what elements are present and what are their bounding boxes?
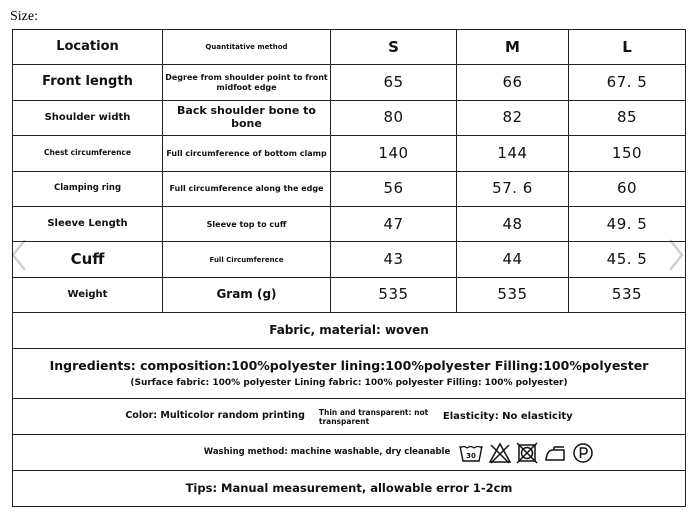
- row-location: Sleeve Length: [13, 206, 163, 241]
- row-location: Shoulder width: [13, 100, 163, 135]
- ingredients-cell: [13, 349, 686, 399]
- header-size-l: L: [569, 30, 686, 65]
- row-location: Front length: [13, 65, 163, 100]
- row-location: Weight: [13, 277, 163, 312]
- ingredients-line1: Ingredients: composition:100%polyester lining:100%polyester Filling:100%polyester: [49, 358, 649, 374]
- row-method: Full circumference of bottom clamp: [163, 136, 331, 171]
- fabric-row: [13, 313, 686, 349]
- header-size-s: S: [331, 30, 457, 65]
- row-value-m: 144: [457, 136, 569, 171]
- no-bleach-icon: [488, 442, 512, 464]
- color-text: Color: Multicolor random printing: [125, 410, 305, 422]
- row-location: Cuff: [13, 242, 163, 277]
- table-row: [13, 277, 686, 312]
- ingredients-line2: (Surface fabric: 100% polyester Lining fabric: 100% polyester Filling: 100% polyester): [130, 377, 568, 388]
- row-value-m: 82: [457, 100, 569, 135]
- table-row: [13, 65, 686, 100]
- row-location: Chest circumference: [13, 136, 163, 171]
- properties-cell: [13, 399, 686, 435]
- row-value-l: 150: [569, 136, 686, 171]
- thin-text: Thin and transparent: not transparent: [318, 407, 429, 426]
- tips-row: [13, 471, 686, 507]
- header-size-m: M: [457, 30, 569, 65]
- row-method: Gram (g): [163, 277, 331, 312]
- size-label: Size:: [10, 9, 38, 24]
- row-value-m: 48: [457, 206, 569, 241]
- row-method: Back shoulder bone to bone: [163, 100, 331, 135]
- row-method: Sleeve top to cuff: [163, 206, 331, 241]
- tips-text: Tips: Manual measurement, allowable error 1-2cm: [13, 471, 686, 507]
- properties-row: [13, 399, 686, 435]
- row-value-s: 140: [331, 136, 457, 171]
- ingredients-row: [13, 349, 686, 399]
- wash-30-icon: [458, 442, 484, 464]
- header-location: Location: [13, 30, 163, 65]
- care-symbols: [458, 442, 594, 464]
- row-value-s: 56: [331, 171, 457, 206]
- table-row: [13, 242, 686, 277]
- row-method: Degree from shoulder point to front midfoot edge: [163, 65, 331, 100]
- row-value-l: 85: [569, 100, 686, 135]
- no-tumble-dry-icon: [516, 442, 538, 464]
- row-value-m: 66: [457, 65, 569, 100]
- row-value-l: 67. 5: [569, 65, 686, 100]
- header-method: Quantitative method: [163, 30, 331, 65]
- row-value-s: 43: [331, 242, 457, 277]
- row-method: Full circumference along the edge: [163, 171, 331, 206]
- table-header-row: [13, 30, 686, 65]
- row-value-s: 80: [331, 100, 457, 135]
- row-value-l: 535: [569, 277, 686, 312]
- row-value-l: 49. 5: [569, 206, 686, 241]
- elasticity-text: Elasticity: No elasticity: [442, 410, 573, 422]
- row-value-l: 45. 5: [569, 242, 686, 277]
- washing-row: [13, 435, 686, 471]
- table-row: [13, 206, 686, 241]
- row-location: Clamping ring: [13, 171, 163, 206]
- iron-icon: [542, 442, 568, 464]
- row-value-m: 57. 6: [457, 171, 569, 206]
- row-value-m: 535: [457, 277, 569, 312]
- row-value-s: 535: [331, 277, 457, 312]
- row-method: Full Circumference: [163, 242, 331, 277]
- fabric-text: Fabric, material: woven: [13, 313, 686, 349]
- wash-temp-label: 30: [466, 451, 477, 460]
- row-value-m: 44: [457, 242, 569, 277]
- table-row: [13, 136, 686, 171]
- table-row: [13, 171, 686, 206]
- row-value-s: 65: [331, 65, 457, 100]
- row-value-l: 60: [569, 171, 686, 206]
- row-value-s: 47: [331, 206, 457, 241]
- dry-clean-p-icon: [572, 442, 594, 464]
- washing-cell: [13, 435, 686, 471]
- size-spec-table: [12, 29, 686, 507]
- washing-text: Washing method: machine washable, dry cleanable: [203, 446, 451, 457]
- table-row: [13, 100, 686, 135]
